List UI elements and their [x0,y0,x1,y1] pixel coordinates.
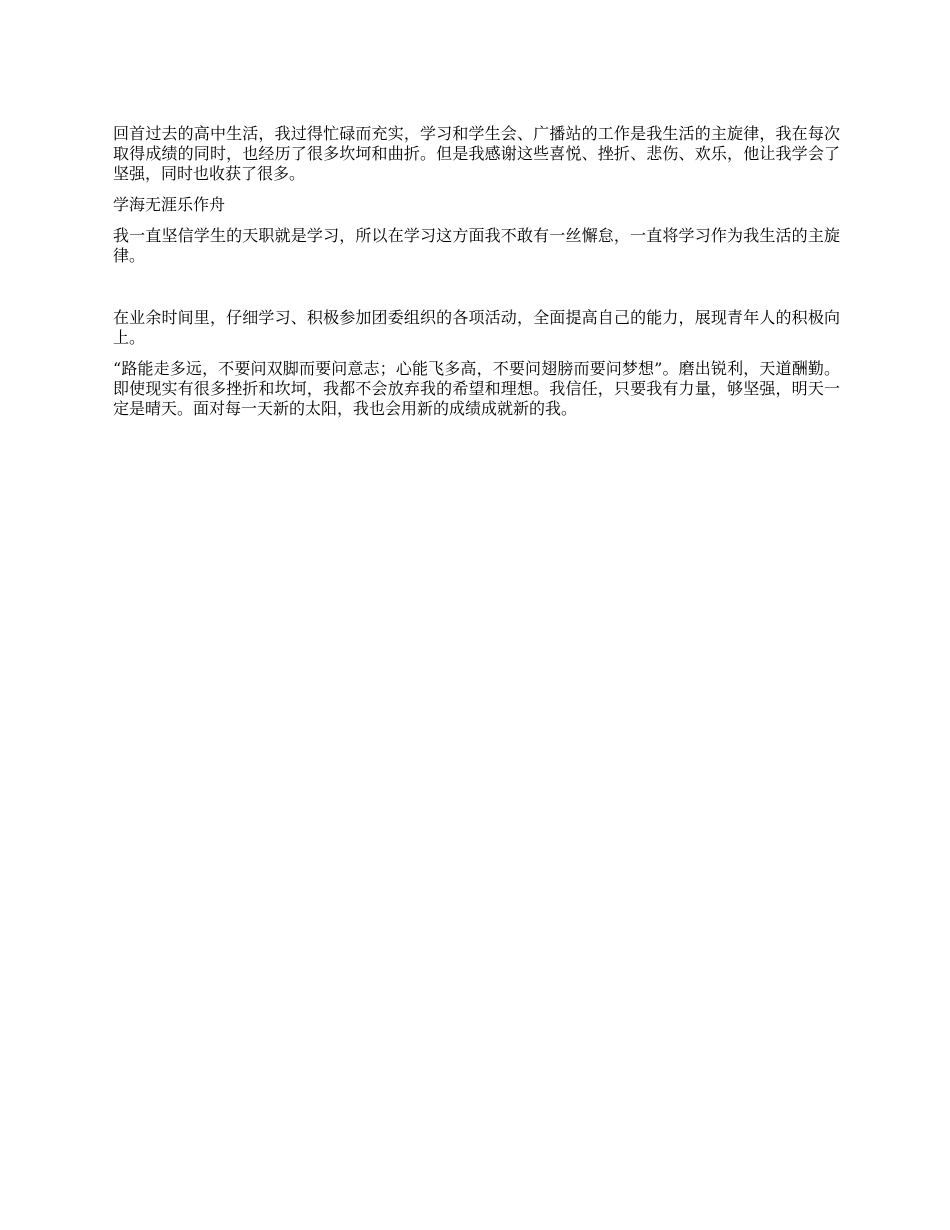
paragraph-conclusion: “路能走多远，不要问双脚而要问意志；心能飞多高，不要问翅膀而要问梦想”。磨出锐利，天道酬勤。即使现实有很多挫折和坎坷，我都不会放弃我的希望和理想。我信任，只要我有力量，够坚强，明天一定是晴天。面对每一天新的太阳，我也会用新的成绩成就新的我。 [113,359,840,418]
section-heading: 学海无涯乐作舟 [113,195,226,214]
document-body [113,124,840,430]
paragraph-intro: 回首过去的高中生活，我过得忙碌而充实，学习和学生会、广播站的工作是我生活的主旋律，我在每次取得成绩的同时，也经历了很多坎坷和曲折。但是我感谢这些喜悦、挫折、悲伤、欢乐，他让我学会了坚强，同时也收获了很多。 [113,124,840,183]
blank-spacer [113,277,840,308]
paragraph-activities: 在业余时间里，仔细学习、积极参加团委组织的各项活动，全面提高自己的能力，展现青年人的积极向上。 [113,308,840,347]
paragraph-study: 我一直坚信学生的天职就是学习，所以在学习这方面我不敢有一丝懈怠，一直将学习作为我生活的主旋律。 [113,226,840,265]
